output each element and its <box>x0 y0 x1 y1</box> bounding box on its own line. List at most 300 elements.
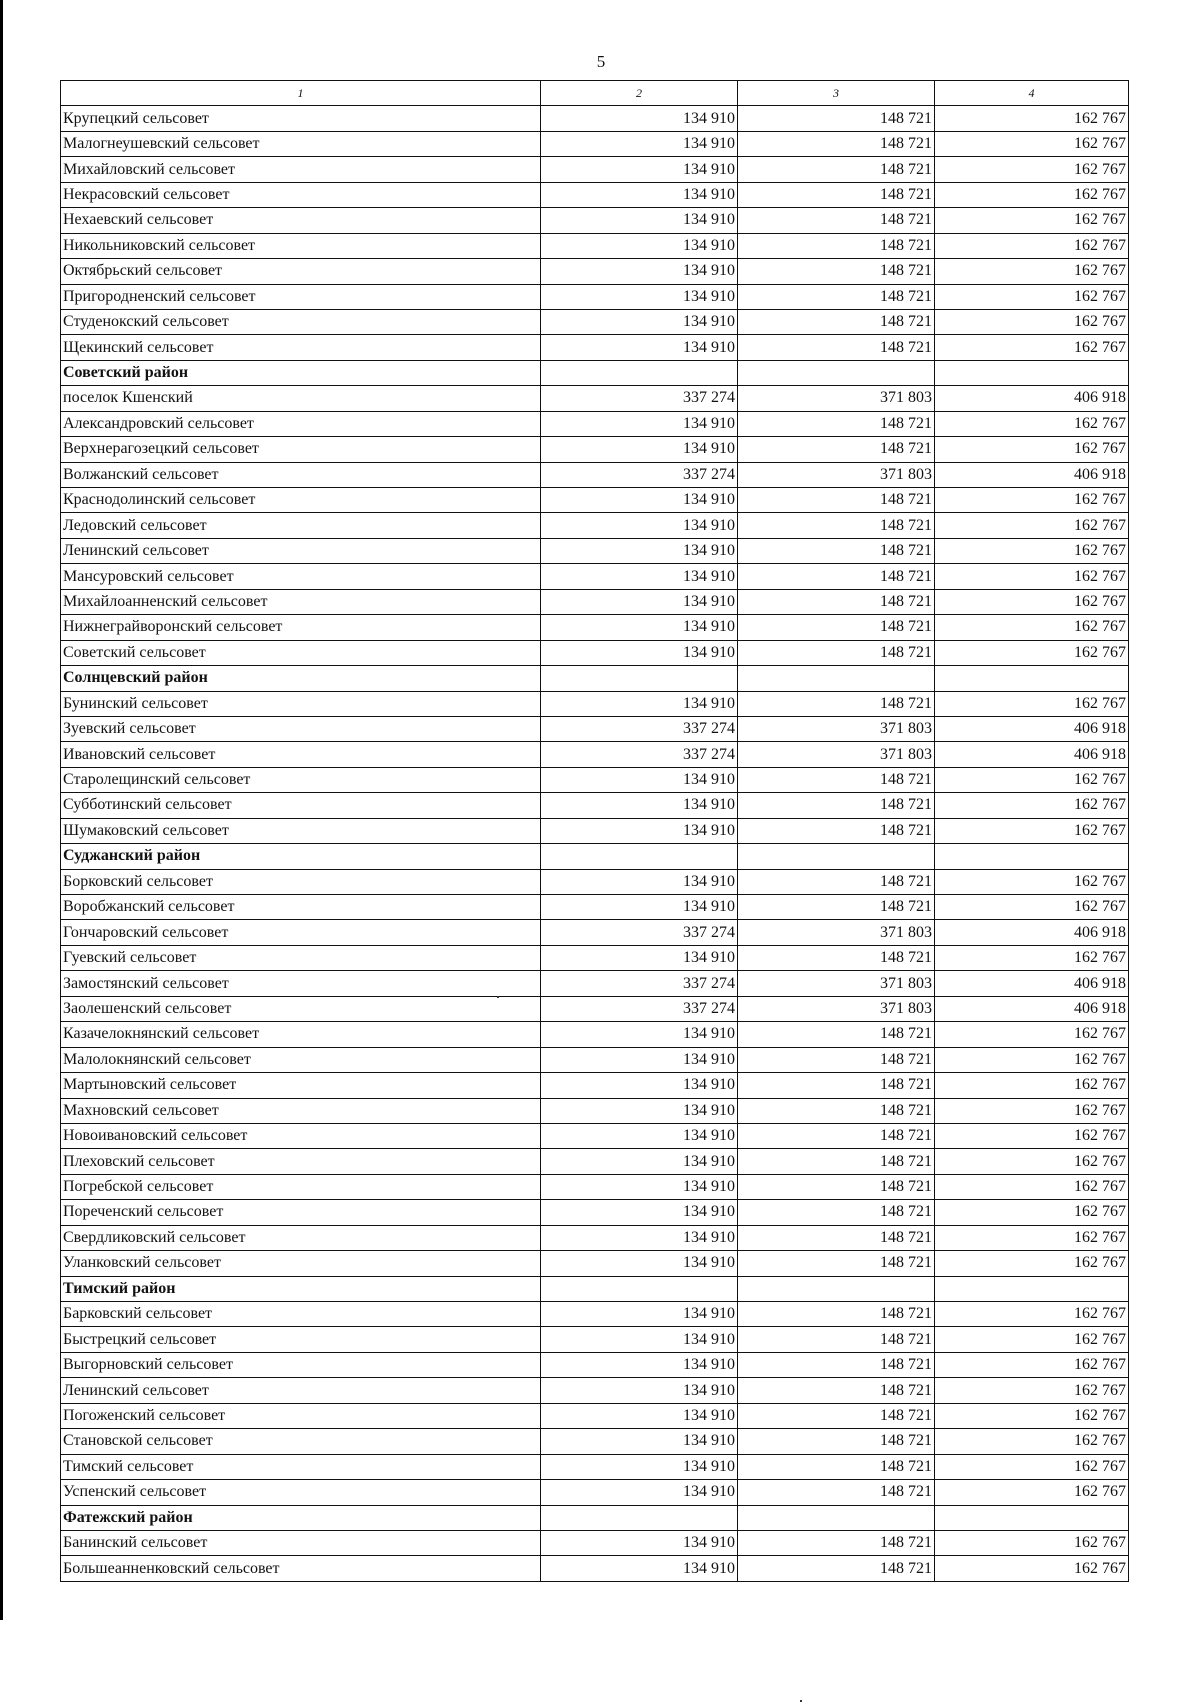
table-row <box>61 996 1129 1021</box>
table-row <box>61 284 1129 309</box>
row-value-col3: 148 721 <box>738 259 935 284</box>
district-header-row <box>61 1505 1129 1530</box>
row-value-col4: 162 767 <box>935 1251 1129 1276</box>
column-header: 1 <box>61 81 541 106</box>
table-row <box>61 208 1129 233</box>
row-value-col4: 162 767 <box>935 131 1129 156</box>
row-value-col2: 134 910 <box>541 1556 738 1581</box>
row-value-col2: 134 910 <box>541 1123 738 1148</box>
row-name-cell: Замостянский сельсовет <box>61 971 541 996</box>
row-value-col2: 337 274 <box>541 971 738 996</box>
row-value-col4: 162 767 <box>935 1480 1129 1505</box>
row-value-col3: 148 721 <box>738 1429 935 1454</box>
row-value-col4: 162 767 <box>935 157 1129 182</box>
row-value-col4 <box>935 666 1129 691</box>
row-value-col3: 148 721 <box>738 1022 935 1047</box>
row-value-col4: 162 767 <box>935 1352 1129 1377</box>
table-row <box>61 1174 1129 1199</box>
row-name-cell: Борковский сельсовет <box>61 869 541 894</box>
row-name-cell: Крупецкий сельсовет <box>61 106 541 131</box>
row-value-col4: 162 767 <box>935 437 1129 462</box>
row-value-col4: 162 767 <box>935 411 1129 436</box>
row-name-cell: Барковский сельсовет <box>61 1302 541 1327</box>
table-row <box>61 259 1129 284</box>
column-header: 4 <box>935 81 1129 106</box>
row-value-col2: 134 910 <box>541 640 738 665</box>
row-value-col4: 162 767 <box>935 1225 1129 1250</box>
table-row <box>61 1149 1129 1174</box>
row-name-cell: Успенский сельсовет <box>61 1480 541 1505</box>
row-value-col2: 134 910 <box>541 182 738 207</box>
row-name-cell: Солнцевский район <box>61 666 541 691</box>
row-value-col3: 148 721 <box>738 1123 935 1148</box>
table-row <box>61 1225 1129 1250</box>
row-value-col3: 148 721 <box>738 488 935 513</box>
row-value-col2: 134 910 <box>541 1047 738 1072</box>
row-name-cell: Ленинский сельсовет <box>61 1378 541 1403</box>
district-header-row <box>61 1276 1129 1301</box>
row-value-col3 <box>738 844 935 869</box>
row-value-col2: 134 910 <box>541 1225 738 1250</box>
row-name-cell: Зуевский сельсовет <box>61 716 541 741</box>
table-row <box>61 1327 1129 1352</box>
row-value-col3: 148 721 <box>738 640 935 665</box>
row-value-col4: 162 767 <box>935 1200 1129 1225</box>
row-value-col3: 148 721 <box>738 1480 935 1505</box>
row-value-col2: 134 910 <box>541 869 738 894</box>
row-value-col3: 148 721 <box>738 1302 935 1327</box>
row-value-col4: 162 767 <box>935 869 1129 894</box>
row-value-col3: 148 721 <box>738 1327 935 1352</box>
row-name-cell: Бунинский сельсовет <box>61 691 541 716</box>
table-row <box>61 716 1129 741</box>
row-value-col4: 406 918 <box>935 742 1129 767</box>
row-value-col3 <box>738 666 935 691</box>
row-value-col2: 134 910 <box>541 1200 738 1225</box>
table-row <box>61 131 1129 156</box>
row-value-col4: 162 767 <box>935 691 1129 716</box>
table-row <box>61 462 1129 487</box>
table-row <box>61 1429 1129 1454</box>
row-value-col4: 162 767 <box>935 182 1129 207</box>
table-row <box>61 488 1129 513</box>
row-value-col4: 162 767 <box>935 1123 1129 1148</box>
row-value-col4: 162 767 <box>935 1022 1129 1047</box>
row-value-col3: 148 721 <box>738 945 935 970</box>
row-name-cell: Ленинский сельсовет <box>61 538 541 563</box>
row-value-col4: 162 767 <box>935 309 1129 334</box>
row-name-cell: Быстрецкий сельсовет <box>61 1327 541 1352</box>
row-value-col2: 134 910 <box>541 1403 738 1428</box>
row-value-col2: 134 910 <box>541 1530 738 1555</box>
row-name-cell: Мансуровский сельсовет <box>61 564 541 589</box>
row-name-cell: Субботинский сельсовет <box>61 793 541 818</box>
row-value-col3: 148 721 <box>738 182 935 207</box>
row-name-cell: Тимский сельсовет <box>61 1454 541 1479</box>
row-value-col2: 134 910 <box>541 818 738 843</box>
table-row <box>61 767 1129 792</box>
row-value-col4: 162 767 <box>935 1454 1129 1479</box>
row-value-col2: 134 910 <box>541 1073 738 1098</box>
row-value-col2 <box>541 1276 738 1301</box>
district-header-row <box>61 360 1129 385</box>
row-value-col3: 148 721 <box>738 1047 935 1072</box>
row-name-cell: Пригородненский сельсовет <box>61 284 541 309</box>
row-value-col2: 134 910 <box>541 1352 738 1377</box>
row-value-col2: 134 910 <box>541 513 738 538</box>
row-value-col2: 337 274 <box>541 462 738 487</box>
row-value-col4: 162 767 <box>935 284 1129 309</box>
table-row <box>61 615 1129 640</box>
row-value-col4: 162 767 <box>935 1403 1129 1428</box>
row-value-col3: 148 721 <box>738 437 935 462</box>
row-value-col2: 337 274 <box>541 716 738 741</box>
row-value-col3: 148 721 <box>738 691 935 716</box>
row-name-cell: Погребской сельсовет <box>61 1174 541 1199</box>
row-value-col2: 134 910 <box>541 615 738 640</box>
row-value-col2: 134 910 <box>541 1149 738 1174</box>
table-row <box>61 742 1129 767</box>
row-value-col2: 134 910 <box>541 157 738 182</box>
table-row <box>61 920 1129 945</box>
row-value-col2 <box>541 666 738 691</box>
row-value-col2 <box>541 1505 738 1530</box>
row-value-col2: 134 910 <box>541 309 738 334</box>
row-value-col4: 406 918 <box>935 920 1129 945</box>
table-row <box>61 1454 1129 1479</box>
row-value-col4: 162 767 <box>935 488 1129 513</box>
table-row <box>61 1022 1129 1047</box>
row-value-col2: 134 910 <box>541 259 738 284</box>
column-header: 3 <box>738 81 935 106</box>
row-value-col3 <box>738 1276 935 1301</box>
row-value-col3 <box>738 1505 935 1530</box>
row-value-col4 <box>935 1276 1129 1301</box>
row-value-col2: 134 910 <box>541 1378 738 1403</box>
table-row <box>61 386 1129 411</box>
row-value-col2: 134 910 <box>541 1251 738 1276</box>
scan-speck <box>497 996 499 998</box>
row-value-col3: 148 721 <box>738 1251 935 1276</box>
table-row <box>61 437 1129 462</box>
table-row <box>61 589 1129 614</box>
table-row <box>61 1200 1129 1225</box>
row-value-col3: 148 721 <box>738 767 935 792</box>
row-value-col3: 148 721 <box>738 513 935 538</box>
table-row <box>61 1047 1129 1072</box>
row-value-col2: 134 910 <box>541 1022 738 1047</box>
row-value-col2: 337 274 <box>541 996 738 1021</box>
row-value-col3: 371 803 <box>738 742 935 767</box>
row-value-col4: 162 767 <box>935 564 1129 589</box>
row-value-col3: 148 721 <box>738 1403 935 1428</box>
row-value-col2: 134 910 <box>541 945 738 970</box>
row-value-col2: 337 274 <box>541 920 738 945</box>
row-value-col2: 134 910 <box>541 233 738 258</box>
row-value-col4: 162 767 <box>935 1530 1129 1555</box>
table-row <box>61 564 1129 589</box>
row-value-col4: 162 767 <box>935 513 1129 538</box>
row-value-col4: 162 767 <box>935 538 1129 563</box>
row-name-cell: Ивановский сельсовет <box>61 742 541 767</box>
row-name-cell: Михайлоанненский сельсовет <box>61 589 541 614</box>
page-number: 5 <box>596 52 606 71</box>
row-value-col3: 148 721 <box>738 1454 935 1479</box>
row-value-col4: 162 767 <box>935 1556 1129 1581</box>
row-name-cell: Нижнеграйворонский сельсовет <box>61 615 541 640</box>
row-name-cell: Старолещинский сельсовет <box>61 767 541 792</box>
row-value-col3: 148 721 <box>738 1378 935 1403</box>
row-value-col4: 162 767 <box>935 945 1129 970</box>
row-value-col2: 134 910 <box>541 895 738 920</box>
row-name-cell: Октябрьский сельсовет <box>61 259 541 284</box>
row-value-col3: 148 721 <box>738 1530 935 1555</box>
row-value-col2: 134 910 <box>541 767 738 792</box>
row-value-col3: 148 721 <box>738 1556 935 1581</box>
row-value-col4: 406 918 <box>935 971 1129 996</box>
row-value-col2: 134 910 <box>541 411 738 436</box>
row-value-col2 <box>541 360 738 385</box>
row-value-col2: 134 910 <box>541 1327 738 1352</box>
row-value-col2 <box>541 844 738 869</box>
row-value-col3: 148 721 <box>738 564 935 589</box>
row-name-cell: Некрасовский сельсовет <box>61 182 541 207</box>
row-value-col3: 148 721 <box>738 1149 935 1174</box>
row-value-col2: 134 910 <box>541 1302 738 1327</box>
row-value-col2: 134 910 <box>541 538 738 563</box>
row-name-cell: Советский сельсовет <box>61 640 541 665</box>
row-name-cell: Александровский сельсовет <box>61 411 541 436</box>
row-value-col4: 406 918 <box>935 996 1129 1021</box>
row-name-cell: поселок Кшенский <box>61 386 541 411</box>
row-value-col4: 162 767 <box>935 895 1129 920</box>
row-value-col2: 134 910 <box>541 564 738 589</box>
row-value-col4: 162 767 <box>935 208 1129 233</box>
row-value-col4: 162 767 <box>935 1174 1129 1199</box>
row-value-col3: 371 803 <box>738 716 935 741</box>
table-row <box>61 182 1129 207</box>
row-value-col4: 162 767 <box>935 640 1129 665</box>
row-value-col2: 134 910 <box>541 488 738 513</box>
row-value-col2: 134 910 <box>541 208 738 233</box>
row-value-col4: 162 767 <box>935 1098 1129 1123</box>
table-row <box>61 411 1129 436</box>
row-name-cell: Нехаевский сельсовет <box>61 208 541 233</box>
row-value-col4: 162 767 <box>935 1302 1129 1327</box>
row-name-cell: Заолешенский сельсовет <box>61 996 541 1021</box>
row-name-cell: Мартыновский сельсовет <box>61 1073 541 1098</box>
row-value-col3: 148 721 <box>738 1200 935 1225</box>
row-value-col3: 148 721 <box>738 233 935 258</box>
row-value-col2: 134 910 <box>541 793 738 818</box>
row-value-col3: 148 721 <box>738 1174 935 1199</box>
table-row <box>61 1123 1129 1148</box>
table-row <box>61 106 1129 131</box>
row-value-col3: 148 721 <box>738 157 935 182</box>
row-name-cell: Ледовский сельсовет <box>61 513 541 538</box>
row-value-col2: 134 910 <box>541 589 738 614</box>
row-name-cell: Воробжанский сельсовет <box>61 895 541 920</box>
row-value-col4: 162 767 <box>935 233 1129 258</box>
table-row <box>61 1403 1129 1428</box>
row-name-cell: Тимский район <box>61 1276 541 1301</box>
row-name-cell: Уланковский сельсовет <box>61 1251 541 1276</box>
row-value-col2: 134 910 <box>541 1174 738 1199</box>
table-row <box>61 1073 1129 1098</box>
district-header-row <box>61 844 1129 869</box>
row-name-cell: Михайловский сельсовет <box>61 157 541 182</box>
row-value-col4: 162 767 <box>935 259 1129 284</box>
table-row <box>61 971 1129 996</box>
row-value-col3: 148 721 <box>738 1098 935 1123</box>
table-row <box>61 1302 1129 1327</box>
row-name-cell: Советский район <box>61 360 541 385</box>
table-row <box>61 945 1129 970</box>
row-value-col4: 162 767 <box>935 818 1129 843</box>
row-name-cell: Щекинский сельсовет <box>61 335 541 360</box>
row-value-col3: 148 721 <box>738 793 935 818</box>
row-value-col2: 134 910 <box>541 1098 738 1123</box>
row-value-col2: 134 910 <box>541 437 738 462</box>
row-value-col3: 148 721 <box>738 131 935 156</box>
row-value-col4: 162 767 <box>935 767 1129 792</box>
row-value-col4: 162 767 <box>935 1378 1129 1403</box>
row-name-cell: Фатежский район <box>61 1505 541 1530</box>
row-value-col4: 162 767 <box>935 1047 1129 1072</box>
row-name-cell: Пореченский сельсовет <box>61 1200 541 1225</box>
table-row <box>61 233 1129 258</box>
row-value-col2: 337 274 <box>541 742 738 767</box>
row-value-col4: 162 767 <box>935 335 1129 360</box>
row-name-cell: Гончаровский сельсовет <box>61 920 541 945</box>
row-name-cell: Гуевский сельсовет <box>61 945 541 970</box>
row-value-col2: 134 910 <box>541 335 738 360</box>
row-value-col3: 148 721 <box>738 1225 935 1250</box>
row-value-col4 <box>935 844 1129 869</box>
row-name-cell: Махновский сельсовет <box>61 1098 541 1123</box>
row-name-cell: Плеховский сельсовет <box>61 1149 541 1174</box>
row-value-col3 <box>738 360 935 385</box>
table-row <box>61 691 1129 716</box>
row-value-col4: 162 767 <box>935 1073 1129 1098</box>
table-row <box>61 869 1129 894</box>
table-row <box>61 895 1129 920</box>
row-value-col3: 148 721 <box>738 284 935 309</box>
row-value-col3: 148 721 <box>738 1352 935 1377</box>
row-name-cell: Краснодолинский сельсовет <box>61 488 541 513</box>
scan-speck <box>800 1700 802 1702</box>
row-value-col3: 371 803 <box>738 920 935 945</box>
row-value-col3: 371 803 <box>738 386 935 411</box>
table-row <box>61 1098 1129 1123</box>
row-name-cell: Банинский сельсовет <box>61 1530 541 1555</box>
table-row <box>61 818 1129 843</box>
row-name-cell: Большеанненковский сельсовет <box>61 1556 541 1581</box>
table-row <box>61 513 1129 538</box>
header-row <box>61 81 1129 106</box>
row-value-col3: 148 721 <box>738 1073 935 1098</box>
row-value-col3: 148 721 <box>738 615 935 640</box>
row-name-cell: Верхнерагозецкий сельсовет <box>61 437 541 462</box>
row-value-col3: 371 803 <box>738 996 935 1021</box>
row-value-col3: 148 721 <box>738 309 935 334</box>
row-value-col4: 162 767 <box>935 589 1129 614</box>
row-value-col4: 162 767 <box>935 1149 1129 1174</box>
column-header: 2 <box>541 81 738 106</box>
row-name-cell: Студенокский сельсовет <box>61 309 541 334</box>
row-name-cell: Малогнеушевский сельсовет <box>61 131 541 156</box>
table-row <box>61 793 1129 818</box>
row-value-col3: 148 721 <box>738 538 935 563</box>
data-table <box>60 80 1129 1582</box>
row-value-col2: 134 910 <box>541 1454 738 1479</box>
row-name-cell: Шумаковский сельсовет <box>61 818 541 843</box>
table-row <box>61 1352 1129 1377</box>
row-name-cell: Волжанский сельсовет <box>61 462 541 487</box>
row-value-col4: 162 767 <box>935 615 1129 640</box>
table-row <box>61 1530 1129 1555</box>
table-row <box>61 1556 1129 1581</box>
row-value-col4 <box>935 1505 1129 1530</box>
table-row <box>61 538 1129 563</box>
table-row <box>61 1251 1129 1276</box>
row-value-col3: 371 803 <box>738 971 935 996</box>
row-value-col2: 134 910 <box>541 1429 738 1454</box>
row-value-col2: 134 910 <box>541 1480 738 1505</box>
row-value-col3: 371 803 <box>738 462 935 487</box>
row-name-cell: Малолокнянский сельсовет <box>61 1047 541 1072</box>
row-value-col3: 148 721 <box>738 411 935 436</box>
row-value-col2: 134 910 <box>541 106 738 131</box>
table-row <box>61 1480 1129 1505</box>
row-value-col4: 162 767 <box>935 1429 1129 1454</box>
row-value-col4 <box>935 360 1129 385</box>
row-value-col3: 148 721 <box>738 106 935 131</box>
row-name-cell: Погоженский сельсовет <box>61 1403 541 1428</box>
row-name-cell: Суджанский район <box>61 844 541 869</box>
row-name-cell: Становской сельсовет <box>61 1429 541 1454</box>
row-value-col4: 406 918 <box>935 462 1129 487</box>
row-value-col3: 148 721 <box>738 818 935 843</box>
row-value-col2: 134 910 <box>541 691 738 716</box>
row-value-col4: 162 767 <box>935 793 1129 818</box>
row-value-col2: 134 910 <box>541 284 738 309</box>
row-value-col3: 148 721 <box>738 589 935 614</box>
row-value-col4: 162 767 <box>935 106 1129 131</box>
table-row <box>61 309 1129 334</box>
row-name-cell: Свердликовский сельсовет <box>61 1225 541 1250</box>
row-value-col4: 162 767 <box>935 1327 1129 1352</box>
row-value-col3: 148 721 <box>738 208 935 233</box>
row-name-cell: Выгорновский сельсовет <box>61 1352 541 1377</box>
row-name-cell: Новоивановский сельсовет <box>61 1123 541 1148</box>
row-name-cell: Никольниковский сельсовет <box>61 233 541 258</box>
table-row <box>61 640 1129 665</box>
row-value-col2: 337 274 <box>541 386 738 411</box>
table-row <box>61 157 1129 182</box>
row-value-col4: 406 918 <box>935 716 1129 741</box>
row-value-col3: 148 721 <box>738 869 935 894</box>
row-value-col2: 134 910 <box>541 131 738 156</box>
row-value-col3: 148 721 <box>738 895 935 920</box>
district-header-row <box>61 666 1129 691</box>
row-name-cell: Казачелокнянский сельсовет <box>61 1022 541 1047</box>
table-row <box>61 1378 1129 1403</box>
row-value-col4: 406 918 <box>935 386 1129 411</box>
row-value-col3: 148 721 <box>738 335 935 360</box>
scan-edge <box>0 0 3 1620</box>
table-row <box>61 335 1129 360</box>
